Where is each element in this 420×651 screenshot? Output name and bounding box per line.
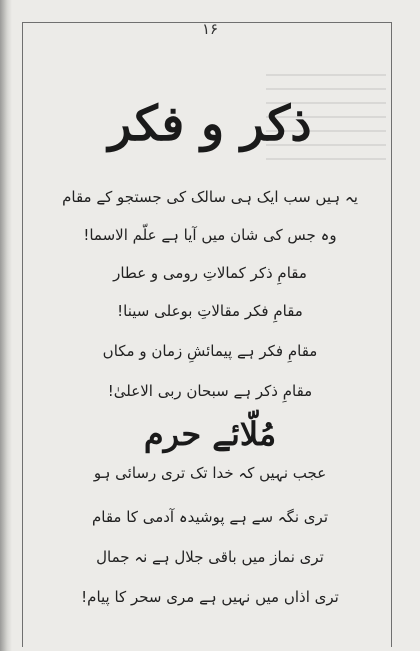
verse-line: مقامِ فکر ہے پیمائشِ زمان و مکاں xyxy=(102,342,318,360)
verse-line: تری نماز میں باقی جلال ہے نہ جمال xyxy=(96,548,324,566)
poem-title-mullaye-haram: مُلّائے حرم xyxy=(143,415,277,453)
page-number: ۱۶ xyxy=(201,20,219,38)
verse-line: وہ جس کی شان میں آیا ہے علّم الاسما! xyxy=(83,226,337,244)
poem-title-zikr-o-fikr: ذکر و فکر xyxy=(108,96,312,152)
verse-line: مقامِ فکر مقالاتِ بوعلی سینا! xyxy=(117,302,303,320)
verse-line: عجب نہیں کہ خدا تک تری رسائی ہو xyxy=(93,464,327,482)
verse-line: تری اذاں میں نہیں ہے مری سحر کا پیام! xyxy=(81,588,339,606)
verse-line: تری نگہ سے ہے پوشیدہ آدمی کا مقام xyxy=(91,508,328,526)
verse-line: مقامِ ذکر ہے سبحان ربی الاعلیٰ! xyxy=(107,382,313,400)
verse-line: یہ ہیں سب ایک ہی سالک کی جستجو کے مقام xyxy=(62,188,358,206)
page-gutter-shadow xyxy=(0,0,12,651)
verse-line: مقامِ ذکر کمالاتِ رومی و عطار xyxy=(113,264,307,282)
